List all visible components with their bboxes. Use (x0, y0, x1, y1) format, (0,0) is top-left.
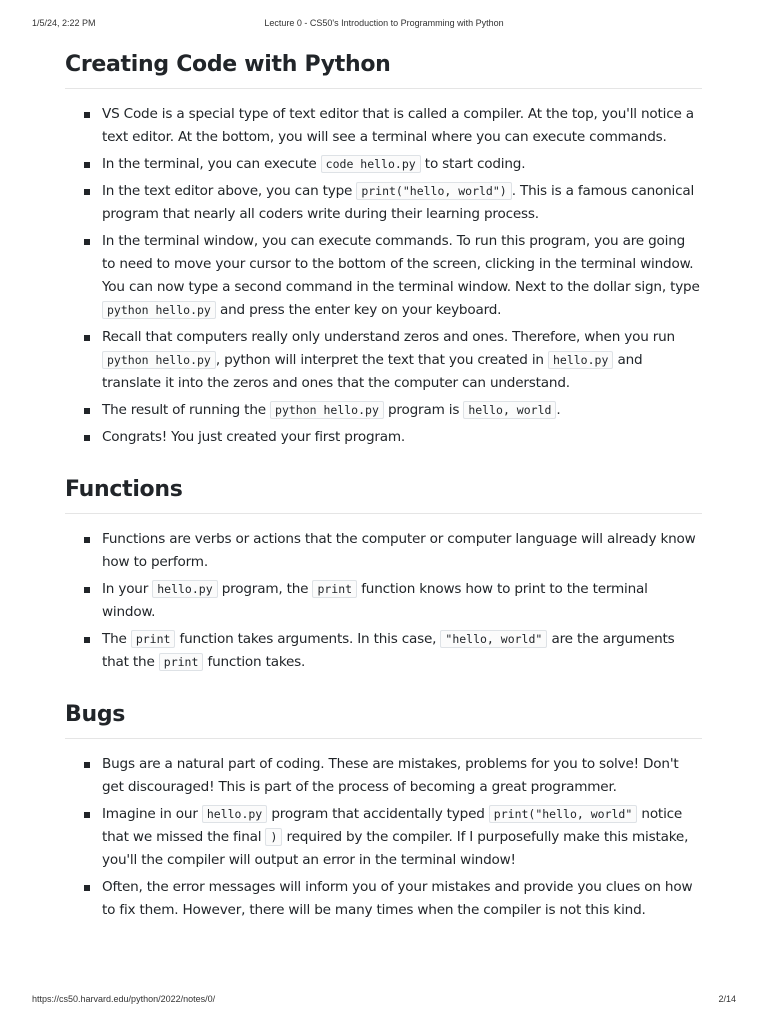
inline-code: python hello.py (270, 401, 384, 419)
text-segment: and translate it into the zeros and ones that the computer can understand. (102, 352, 643, 391)
bullet-list (65, 103, 702, 449)
inline-code: print("hello, world") (356, 182, 511, 200)
text-segment: are the arguments that the (102, 631, 675, 670)
print-date: 1/5/24, 2:22 PM (32, 18, 96, 28)
page-number: 2/14 (718, 994, 736, 1004)
text-segment: , python will interpret the text that you created in (215, 352, 548, 368)
inline-code: python hello.py (102, 301, 216, 319)
bullet-list (65, 753, 702, 922)
text-segment: The result of running the (102, 402, 271, 418)
print-header (0, 18, 768, 32)
inline-code: python hello.py (102, 351, 216, 369)
text-segment: notice that we missed the final (102, 806, 683, 845)
inline-code: print (131, 630, 176, 648)
list-item (102, 528, 702, 574)
list-item (102, 578, 702, 624)
text-segment: Recall that computers really only understand zeros and ones. Therefore, when you run (102, 329, 675, 345)
print-page-title: Lecture 0 - CS50's Introduction to Programming with Python (264, 18, 504, 28)
text-segment: required by the compiler. If I purposefully make this mistake, you'll the compiler will output an error in the terminal window! (102, 829, 689, 868)
inline-code: print (312, 580, 357, 598)
inline-code: ) (265, 828, 282, 846)
text-segment: . This is a famous canonical program that nearly all coders write during their learning process. (102, 183, 695, 222)
list-item (102, 753, 702, 799)
text-segment: The (102, 631, 131, 647)
bullet-list (65, 528, 702, 674)
text-segment: In your (102, 581, 153, 597)
text-segment: Congrats! You just created your first program. (102, 429, 406, 445)
list-item (102, 876, 702, 922)
section-heading: Bugs (65, 700, 702, 739)
inline-code: hello.py (202, 805, 267, 823)
text-segment: program is (383, 402, 464, 418)
list-item (102, 180, 702, 226)
section-heading: Creating Code with Python (65, 50, 702, 89)
list-item (102, 103, 702, 149)
text-segment: program, the (217, 581, 313, 597)
text-segment: Often, the error messages will inform you of your mistakes and provide you clues on how to fix them. However, there will be many times when the compiler is not this kind. (102, 879, 693, 918)
inline-code: print (159, 653, 204, 671)
text-segment: In the terminal, you can execute (102, 156, 321, 172)
text-segment: In the text editor above, you can type (102, 183, 357, 199)
list-item (102, 803, 702, 872)
section (65, 700, 702, 922)
text-segment: Bugs are a natural part of coding. These are mistakes, problems for you to solve! Don't get discouraged! This is part of the process of becoming a great programmer. (102, 756, 679, 795)
inline-code: hello.py (152, 580, 217, 598)
section (65, 50, 702, 449)
text-segment: Imagine in our (102, 806, 202, 822)
list-item (102, 230, 702, 322)
inline-code: "hello, world" (440, 630, 547, 648)
list-item (102, 399, 702, 422)
text-segment: and press the enter key on your keyboard. (215, 302, 502, 318)
inline-code: hello.py (548, 351, 613, 369)
text-segment: . (556, 402, 561, 418)
text-segment: VS Code is a special type of text editor that is called a compiler. At the top, you'll notice a text editor. At the bottom, you will see a terminal where you can execute commands. (102, 106, 694, 145)
notes-content (65, 50, 702, 948)
text-segment: function takes. (203, 654, 306, 670)
inline-code: print("hello, world" (489, 805, 637, 823)
text-segment: function takes arguments. In this case, (175, 631, 441, 647)
list-item (102, 153, 702, 176)
list-item (102, 628, 702, 674)
inline-code: hello, world (463, 401, 556, 419)
text-segment: function knows how to print to the terminal window. (102, 581, 648, 620)
list-item (102, 426, 702, 449)
print-url: https://cs50.harvard.edu/python/2022/notes/0/ (32, 994, 216, 1004)
text-segment: In the terminal window, you can execute commands. To run this program, you are going to need to move your cursor to the bottom of the screen, clicking in the terminal window. You can now type a second command in the terminal window. Next to the dollar sign, type (102, 233, 700, 295)
list-item (102, 326, 702, 395)
inline-code: code hello.py (321, 155, 421, 173)
print-footer (0, 994, 768, 1008)
section-heading: Functions (65, 475, 702, 514)
text-segment: to start coding. (420, 156, 526, 172)
section (65, 475, 702, 674)
text-segment: Functions are verbs or actions that the computer or computer language will already know how to perform. (102, 531, 696, 570)
text-segment: program that accidentally typed (267, 806, 489, 822)
